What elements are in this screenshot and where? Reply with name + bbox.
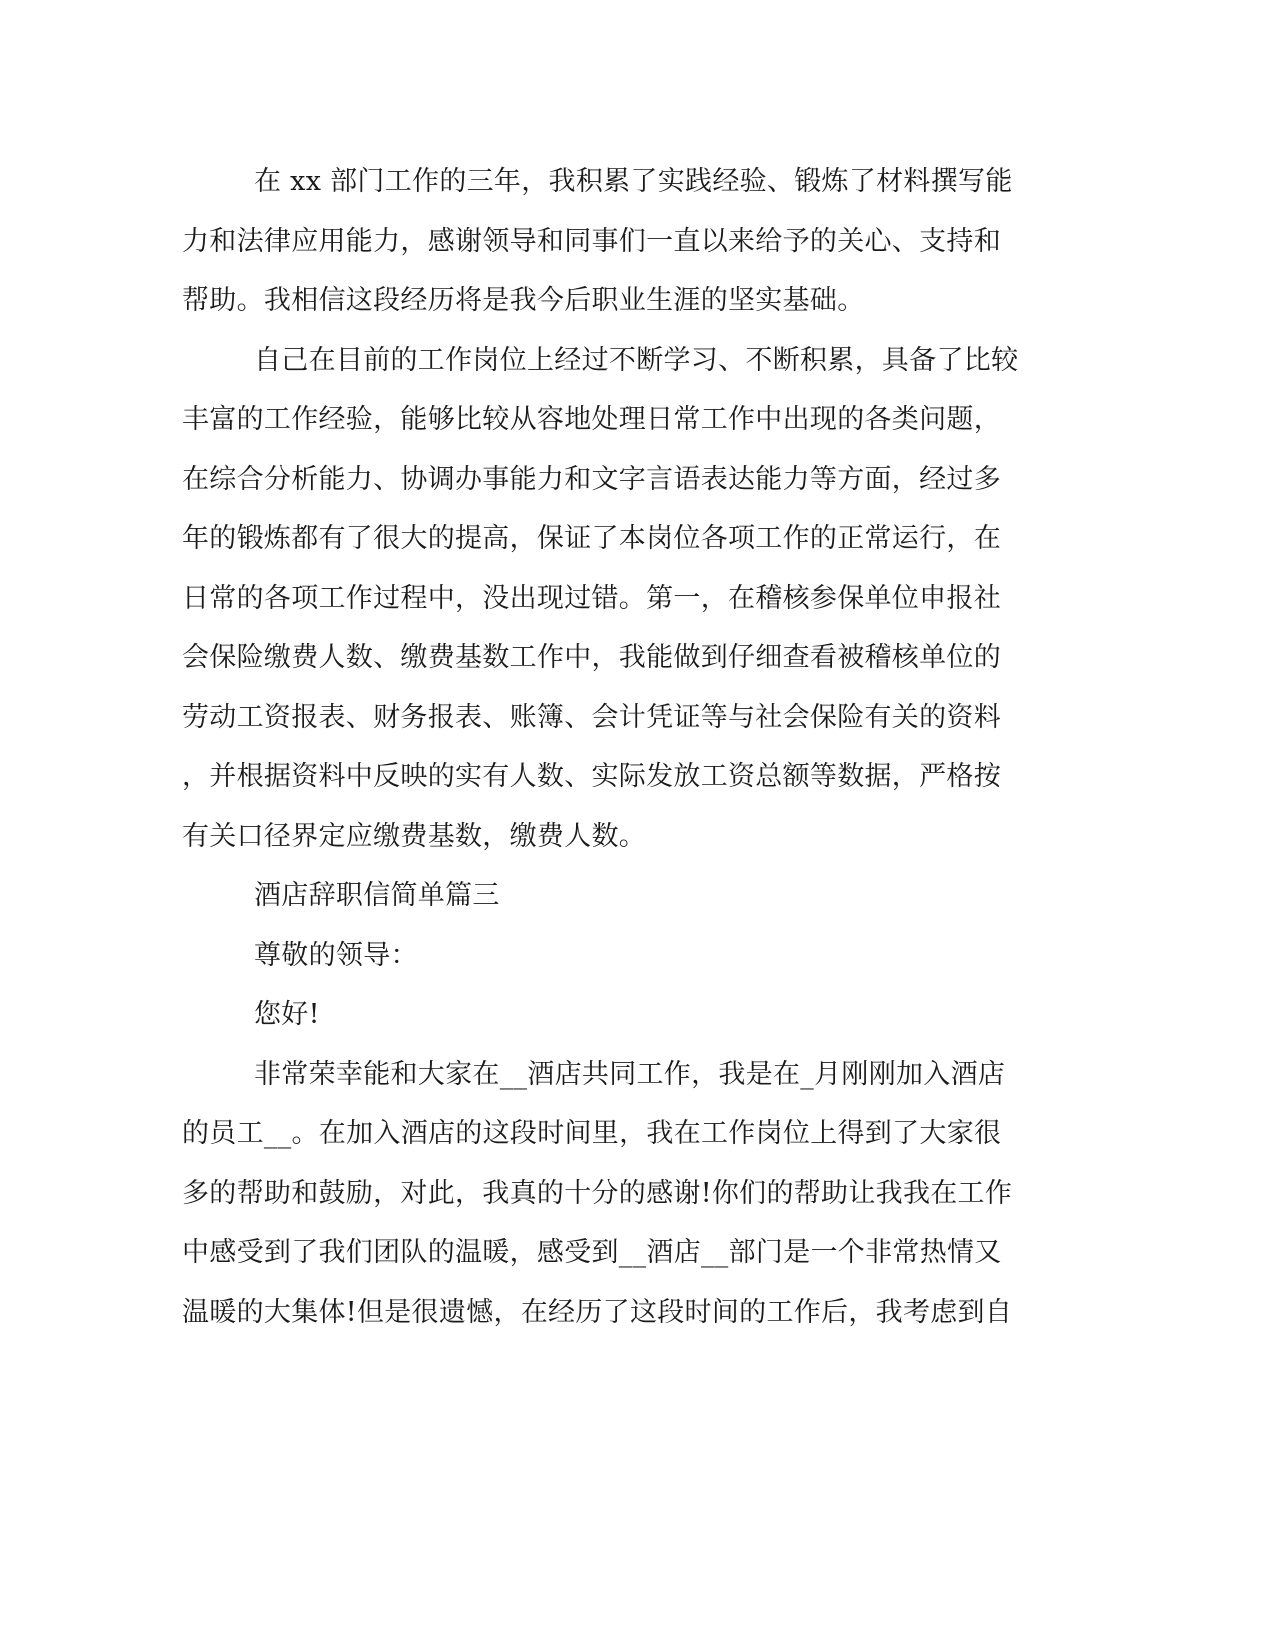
greeting-text: 您好!: [254, 999, 320, 1030]
text-line: 多的帮助和鼓励，对此，我真的十分的感谢!你们的帮助让我我在工作: [182, 1177, 1013, 1209]
text-line: 温暖的大集体!但是很遗憾，在经历了这段时间的工作后，我考虑到自: [182, 1296, 1013, 1328]
salutation: [182, 926, 1032, 986]
text-line: 非常荣幸能和大家在__酒店共同工作，我是在_月刚刚加入酒店: [254, 1058, 1006, 1090]
greeting: [182, 985, 1032, 1045]
text-line: 有关口径界定应缴费基数，缴费人数。: [182, 820, 647, 852]
text-line: 劳动工资报表、财务报表、账簿、会计凭证等与社会保险有关的资料: [182, 701, 1001, 733]
text-line: 中感受到了我们团队的温暖，感受到__酒店__部门是一个非常热情又: [182, 1237, 1002, 1268]
section-heading: [182, 866, 1032, 926]
document-body: [182, 152, 1032, 1342]
text-line: 帮助。我相信这段经历将是我今后职业生涯的坚实基础。: [182, 285, 865, 316]
paragraph-work-summary: [182, 331, 1032, 867]
text-line: 年的锻炼都有了很大的提高，保证了本岗位各项工作的正常运行，在: [182, 523, 1001, 554]
section-title: 酒店辞职信简单篇三: [254, 880, 500, 911]
text-line: ，并根据资料中反映的实有人数、实际发放工资总额等数据，严格按: [182, 761, 1001, 792]
text-line: 日常的各项工作过程中，没出现过错。第一，在稽核参保单位申报社: [182, 582, 1001, 614]
text-line: 在综合分析能力、协调办事能力和文字言语表达能力等方面，经过多: [182, 463, 1001, 495]
text-line: 力和法律应用能力，感谢领导和同事们一直以来给予的关心、支持和: [182, 225, 1001, 257]
text-line: 丰富的工作经验，能够比较从容地处理日常工作中出现的各类问题，: [182, 404, 1001, 435]
text-line: 的员工__。在加入酒店的这段时间里，我在工作岗位上得到了大家很: [182, 1118, 1002, 1149]
text-line: 在 xx 部门工作的三年，我积累了实践经验、锻炼了材料撰写能: [254, 166, 1013, 197]
salutation-text: 尊敬的领导：: [254, 939, 418, 971]
paragraph-letter-body: [182, 1045, 1032, 1343]
text-line: 自己在目前的工作岗位上经过不断学习、不断积累，具备了比较: [254, 344, 1019, 376]
paragraph-experience: [182, 152, 1032, 331]
text-line: 会保险缴费人数、缴费基数工作中，我能做到仔细查看被稽核单位的: [182, 642, 1001, 673]
